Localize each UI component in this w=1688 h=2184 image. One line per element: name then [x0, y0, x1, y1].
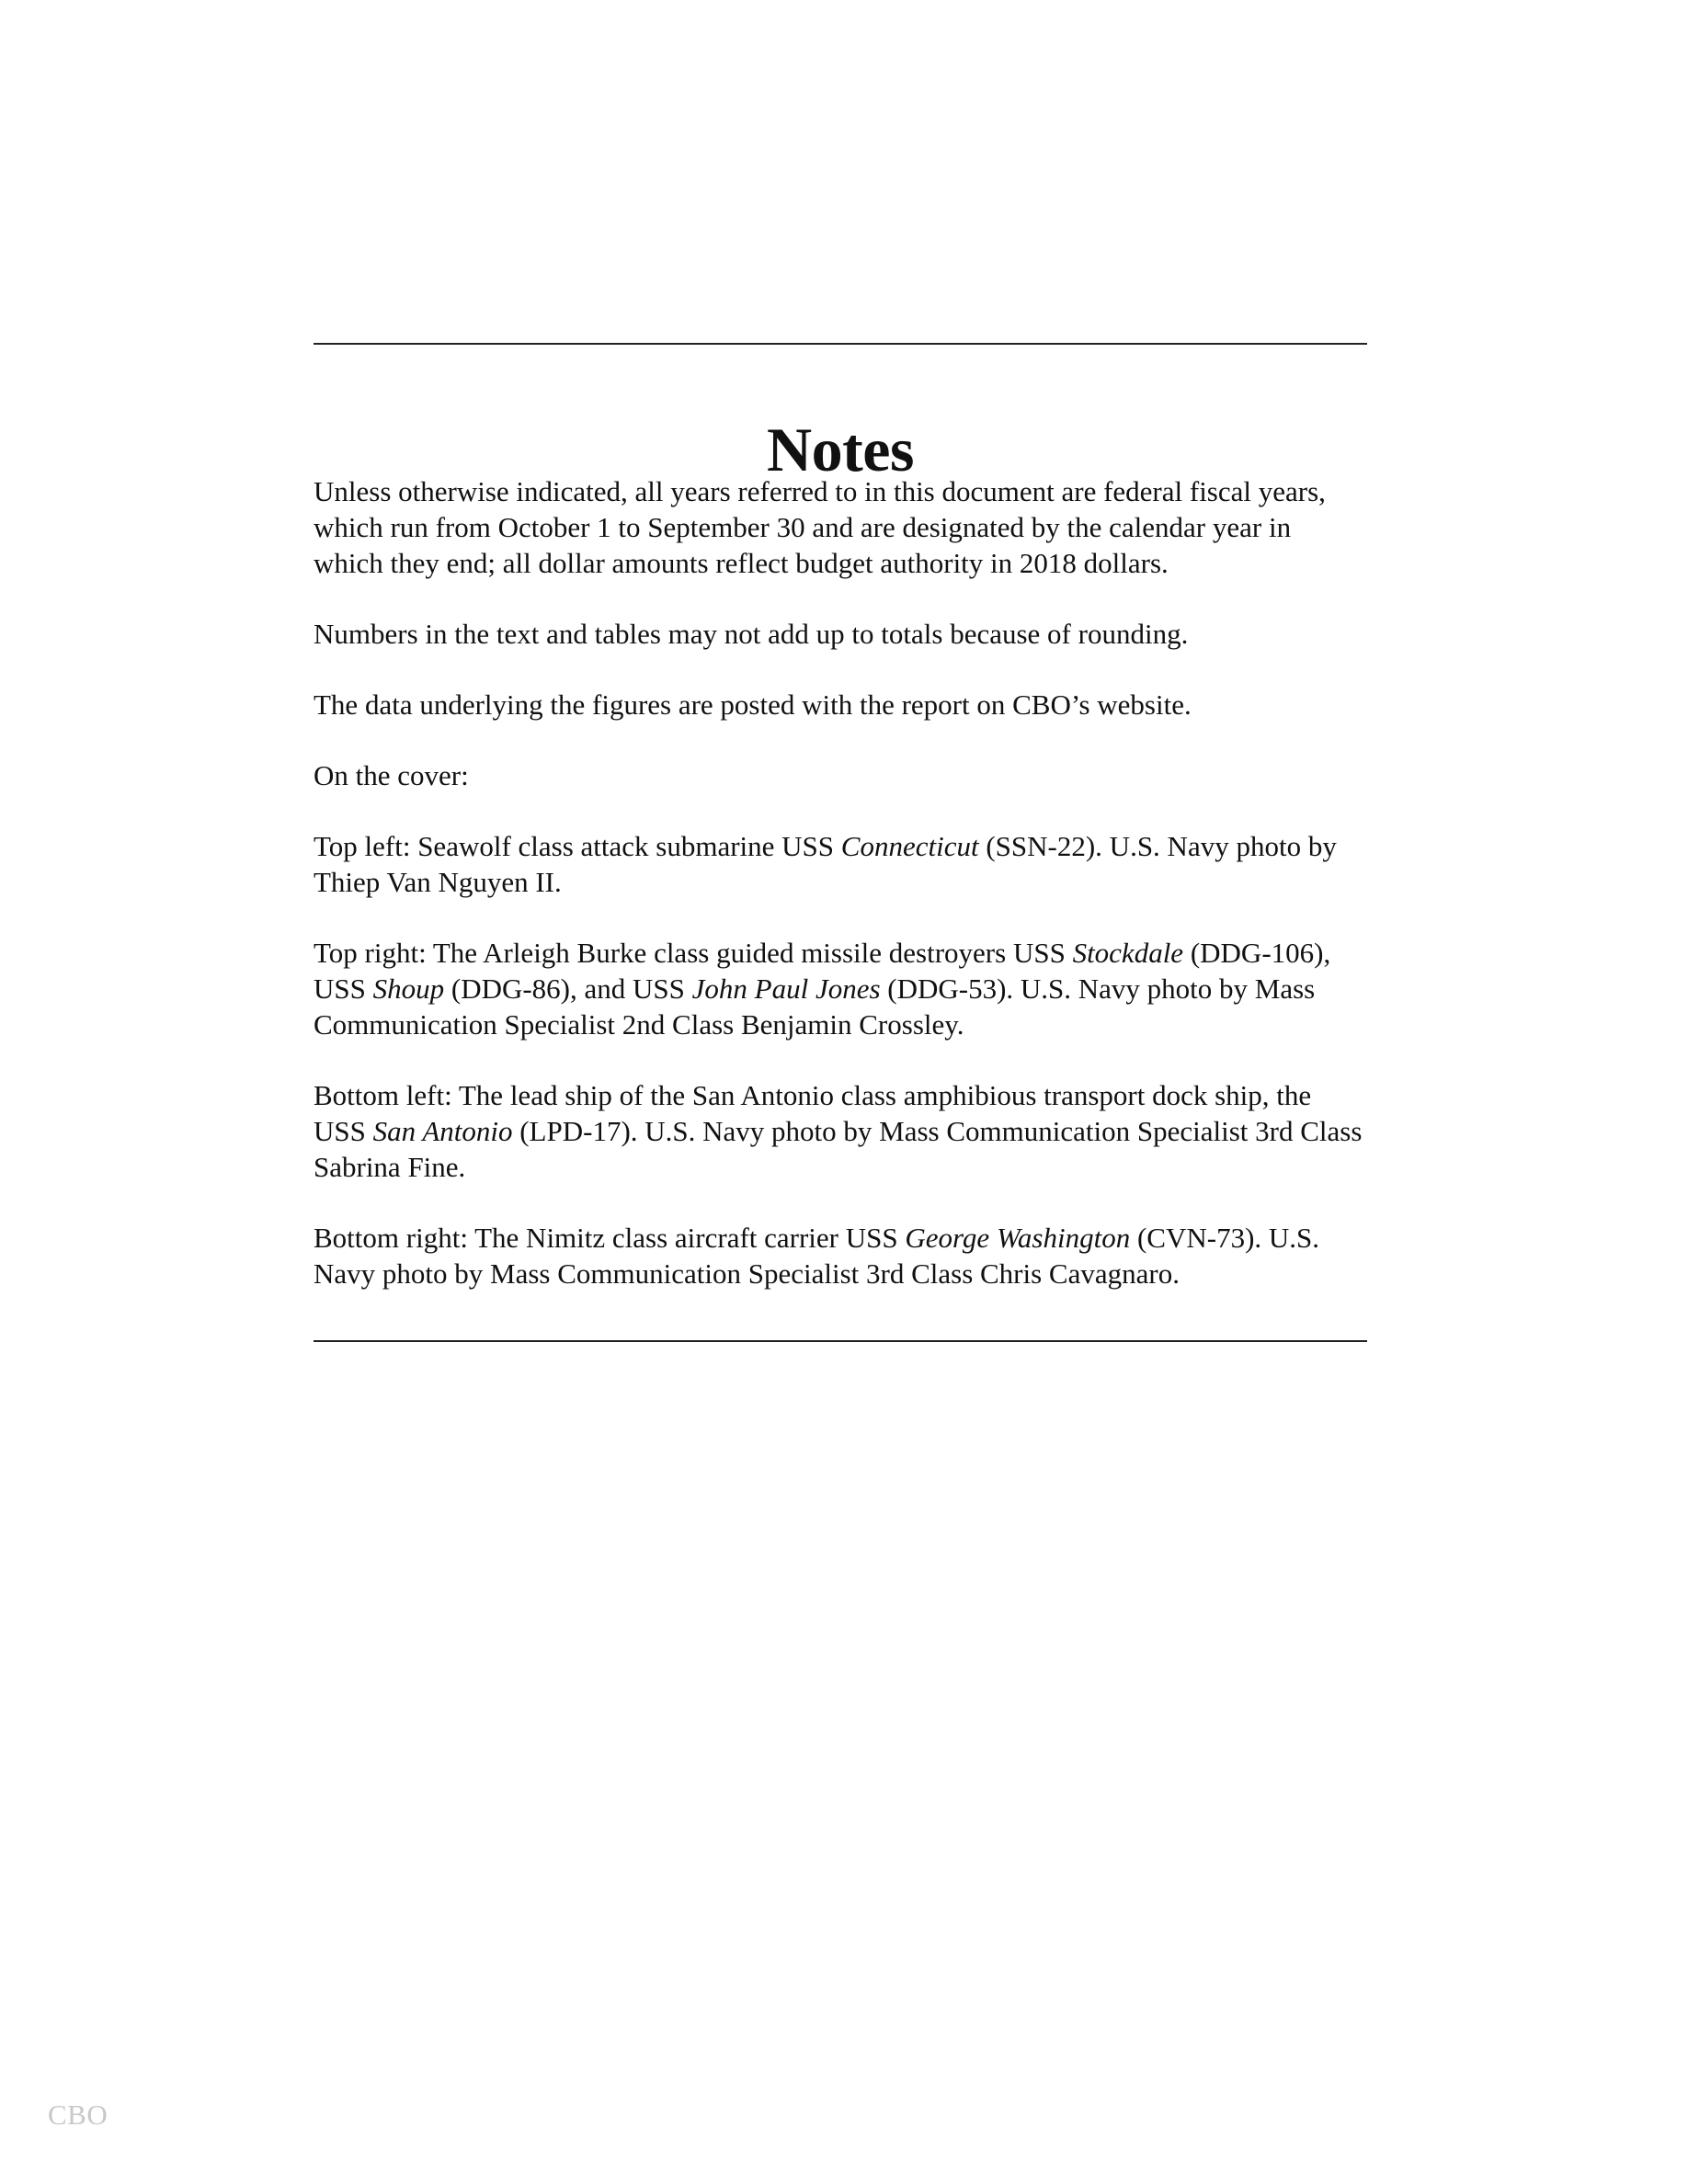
page-title: Notes [767, 414, 914, 484]
notes-body [314, 473, 1367, 1291]
credit-text: (DDG-53). U.S. Navy photo by Mass Communication Specialist 2nd Class Benjamin Crossley. [314, 973, 1316, 1041]
credit-text: Top right: The Arleigh Burke class guided missile destroyers USS [314, 937, 1073, 969]
note-fiscal-years: Unless otherwise indicated, all years referred to in this document are federal fiscal years, which run from October 1 to September 30 and are designated by the calendar year in which they end; all dollar amounts reflect budget authority in 2018 dollars. [314, 475, 1326, 579]
ship-name: San Antonio [372, 1115, 513, 1147]
cbo-watermark: CBO [48, 2099, 108, 2131]
credit-text: Bottom right: The Nimitz class aircraft carrier USS [314, 1222, 906, 1254]
note-data-website: The data underlying the figures are posted with the report on CBO’s website. [314, 688, 1192, 721]
cover-credit-bottom-left [314, 1077, 1367, 1185]
credit-text: (DDG-106), USS [314, 937, 1331, 1005]
credit-text: (CVN-73). U.S. Navy photo by Mass Communication Specialist 3rd Class Chris Cavagnaro. [314, 1222, 1320, 1290]
credit-text: (LPD-17). U.S. Navy photo by Mass Communication Specialist 3rd Class Sabrina Fine. [314, 1115, 1363, 1183]
cover-credit-top-left [314, 828, 1367, 900]
cover-credit-bottom-right [314, 1220, 1367, 1291]
credit-text: Top left: Seawolf class attack submarine USS [314, 830, 841, 862]
bottom-rule [314, 1340, 1367, 1342]
credit-text: (DDG-86), and USS [444, 973, 692, 1005]
ship-name: George Washington [905, 1222, 1131, 1254]
ship-name: Shoup [372, 973, 445, 1005]
credit-text: (SSN-22). U.S. Navy photo by Thiep Van Nguyen II. [314, 830, 1337, 898]
top-rule [314, 343, 1367, 345]
note-rounding: Numbers in the text and tables may not add up to totals because of rounding. [314, 618, 1189, 650]
ship-name: Stockdale [1072, 937, 1184, 969]
cover-credit-top-right [314, 935, 1367, 1042]
ship-name: John Paul Jones [691, 973, 881, 1005]
note-cover-intro: On the cover: [314, 759, 469, 791]
credit-text: Bottom left: The lead ship of the San Antonio class amphibious transport dock ship, the USS [314, 1079, 1312, 1147]
ship-name: Connecticut [840, 830, 979, 862]
